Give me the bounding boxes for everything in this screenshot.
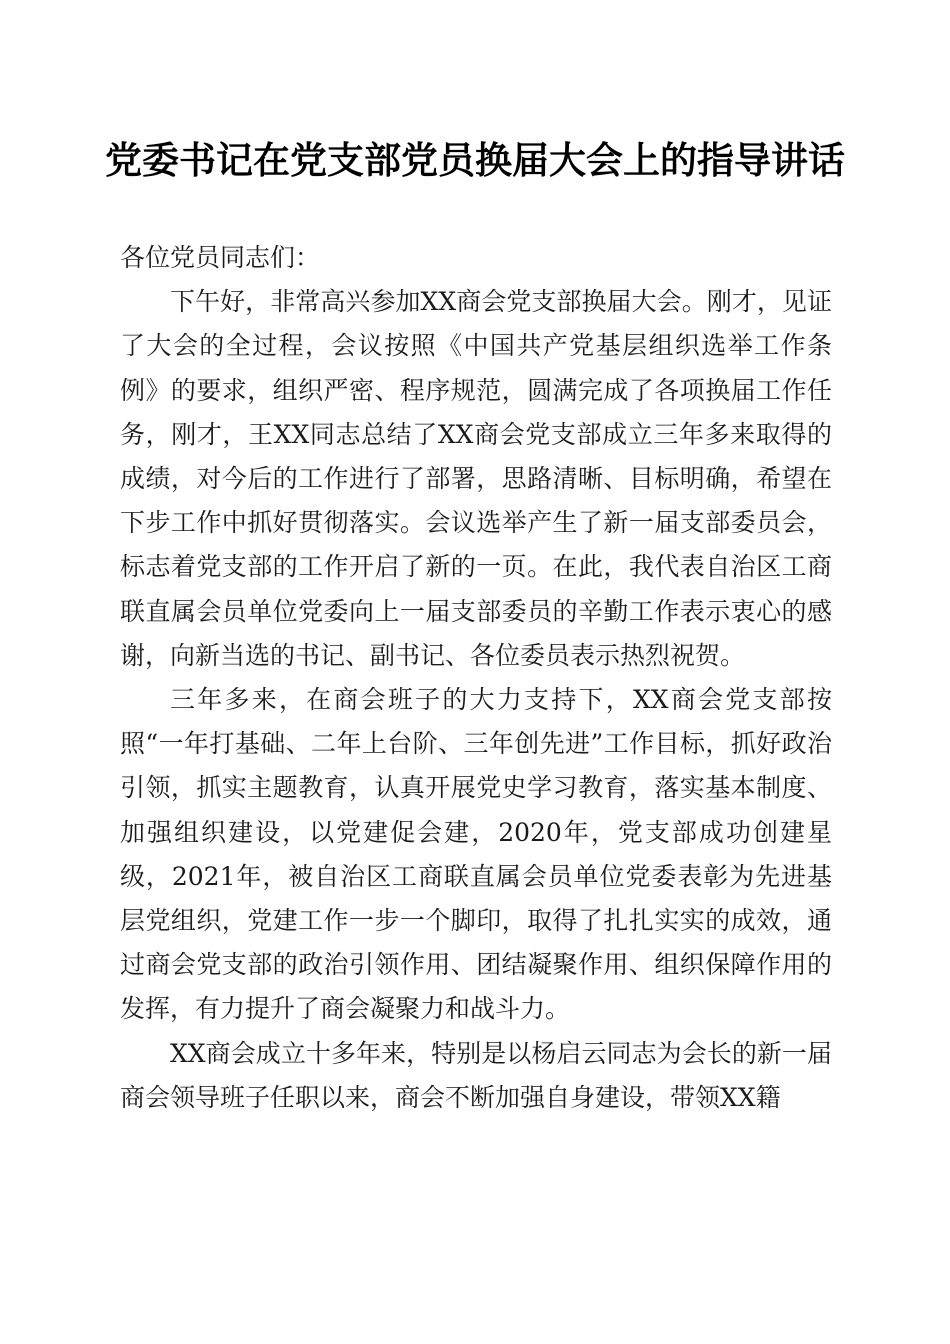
document-title: 党委书记在党支部党员换届大会上的指导讲话: [105, 138, 845, 182]
paragraph-1: 下午好，非常高兴参加XX商会党支部换届大会。刚才，见证了大会的全过程，会议按照《中国共产党基层组织选举工作条例》的要求，组织严密、程序规范，圆满完成了各项换届工作任务，刚才，王XX同志总结了XX商会党支部成立三年多来取得的成绩，对今后的工作进行了部署，思路清晰、目标明确，希望在下步工作中抓好贯彻落实。会议选举产生了新一届支部委员会，标志着党支部的工作开启了新的一页。在此，我代表自治区工商联直属会员单位党委向上一届支部委员的辛勤工作表示衷心的感谢，向新当选的书记、副书记、各位委员表示热烈祝贺。: [120, 287, 832, 670]
paragraph-3: XX商会成立十多年来，特别是以杨启云同志为会长的新一届商会领导班子任职以来，商会不断加强自身建设，带领XX籍: [120, 1038, 832, 1112]
document-body: [120, 236, 832, 1120]
paragraph-2: 三年多来，在商会班子的大力支持下，XX商会党支部按照“一年打基础、二年上台阶、三年创先进”工作目标，抓好政治引领，抓实主题教育，认真开展党史学习教育，落实基本制度、加强组织建设，以党建促会建，2020年，党支部成功创建星级，2021年，被自治区工商联直属会员单位党委表彰为先进基层党组织，党建工作一步一个脚印，取得了扎扎实实的成效，通过商会党支部的政治引领作用、团结凝聚作用、组织保障作用的发挥，有力提升了商会凝聚力和战斗力。: [120, 685, 832, 1024]
salutation: 各位党员同志们：: [120, 243, 321, 272]
